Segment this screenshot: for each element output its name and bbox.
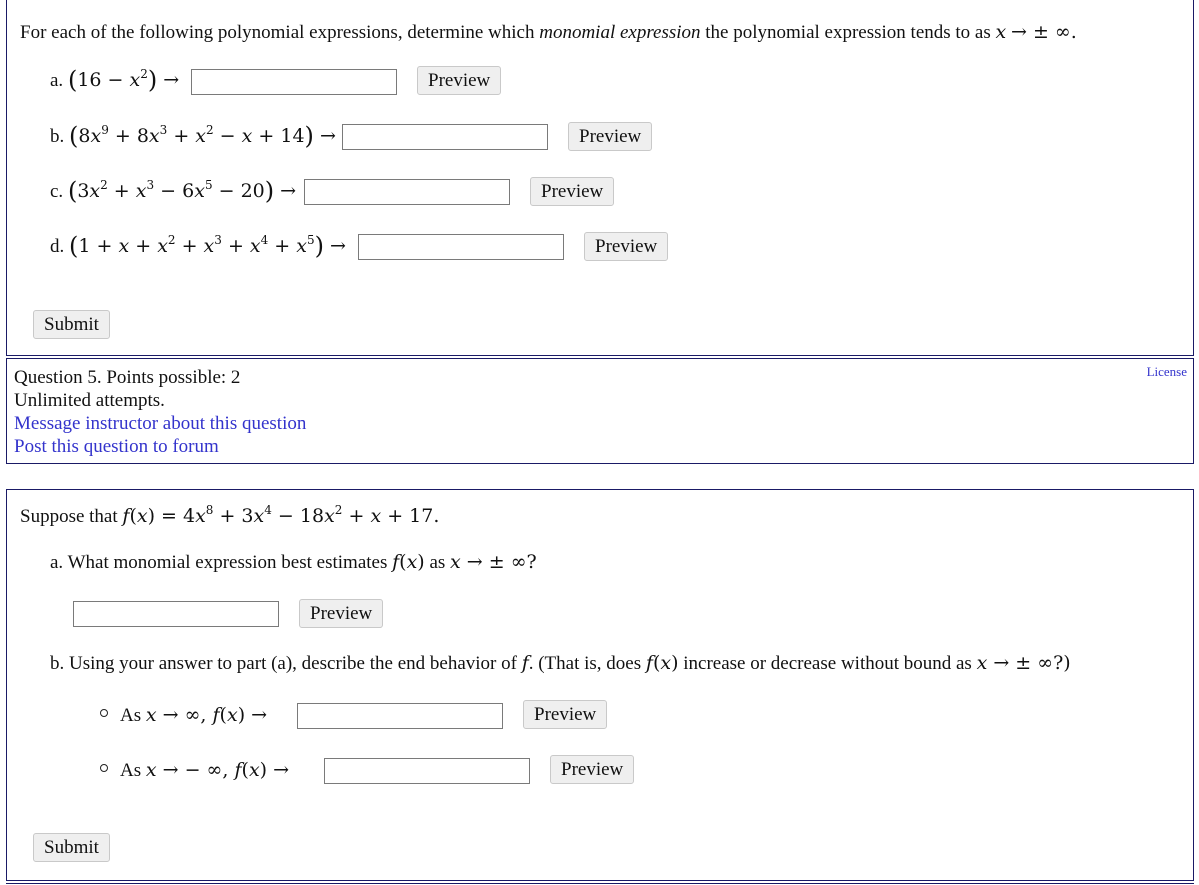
question-points: Question 5. Points possible: 2 — [14, 367, 241, 388]
part-d-answer-input[interactable] — [358, 234, 564, 260]
question-5-panel — [6, 489, 1194, 881]
question-4-submit-button[interactable]: Submit — [33, 310, 110, 339]
polynomial-expression: $16 - x^2$ — [77, 67, 148, 91]
part-a-preview-button[interactable]: Preview — [417, 66, 501, 95]
polynomial-expression: $1 + x + x^2 + x^3 + x^4 + x^5$ — [78, 233, 315, 257]
post-to-forum-link[interactable]: Post this question to forum — [14, 436, 219, 457]
question-5-part-a-prompt: a. What monomial expression best estimates f(x) as x → ± ∞? — [50, 551, 537, 573]
part-d-expression: d. $(1 + x + x^2 + x^3 + x^4 + x^5)$ → — [50, 232, 346, 260]
polynomial-expression: $3x^2 + x^3 - 6x^5 - 20$ — [77, 178, 265, 202]
attempts-text: Unlimited attempts. — [14, 390, 165, 411]
part-c-preview-button[interactable]: Preview — [530, 177, 614, 206]
license-link[interactable]: License — [1146, 364, 1187, 379]
part-a-expression: a. $(16 - x^2)$ → — [50, 66, 180, 94]
q5-neg-inf-preview-button[interactable]: Preview — [550, 755, 634, 784]
polynomial-expression: $8x^9 + 8x^3 + x^2 - x + 14$ — [78, 123, 305, 147]
question-5-part-b-prompt: b. Using your answer to part (a), describe the end behavior of f. (That is, does f(x) increase or decrease without bound as x → ± ∞?) — [50, 652, 1071, 674]
message-instructor-link[interactable]: Message instructor about this question — [14, 413, 307, 434]
bullet-icon — [100, 764, 108, 772]
question-5-intro: Suppose that $f(x) = 4x^8 + 3x^4 - 18x^2 + x + 17$. — [20, 503, 440, 527]
part-b-expression: b. $(8x^9 + 8x^3 + x^2 - x + 14)$ → — [50, 122, 336, 150]
bullet-icon — [100, 709, 108, 717]
part-c-expression: c. $(3x^2 + x^3 - 6x^5 - 20)$ → — [50, 177, 297, 205]
question-5-submit-button[interactable]: Submit — [33, 833, 110, 862]
q5-part-a-answer-input[interactable] — [73, 601, 279, 627]
part-d-preview-button[interactable]: Preview — [584, 232, 668, 261]
part-b-preview-button[interactable]: Preview — [568, 122, 652, 151]
q5-pos-inf-preview-button[interactable]: Preview — [523, 700, 607, 729]
divider — [6, 883, 1194, 884]
q5-part-a-preview-button[interactable]: Preview — [299, 599, 383, 628]
part-b-answer-input[interactable] — [342, 124, 548, 150]
part-c-answer-input[interactable] — [304, 179, 510, 205]
part-a-answer-input[interactable] — [191, 69, 397, 95]
question-4-prompt: For each of the following polynomial expressions, determine which monomial expression the polynomial expression tends to as x → ± ∞. — [20, 21, 1077, 43]
q5-neg-inf-answer-input[interactable] — [324, 758, 530, 784]
bullet-negative-infinity: As x → − ∞, f(x) → — [100, 758, 289, 783]
q5-pos-inf-answer-input[interactable] — [297, 703, 503, 729]
bullet-positive-infinity: As x → ∞, f(x) → — [100, 703, 267, 728]
